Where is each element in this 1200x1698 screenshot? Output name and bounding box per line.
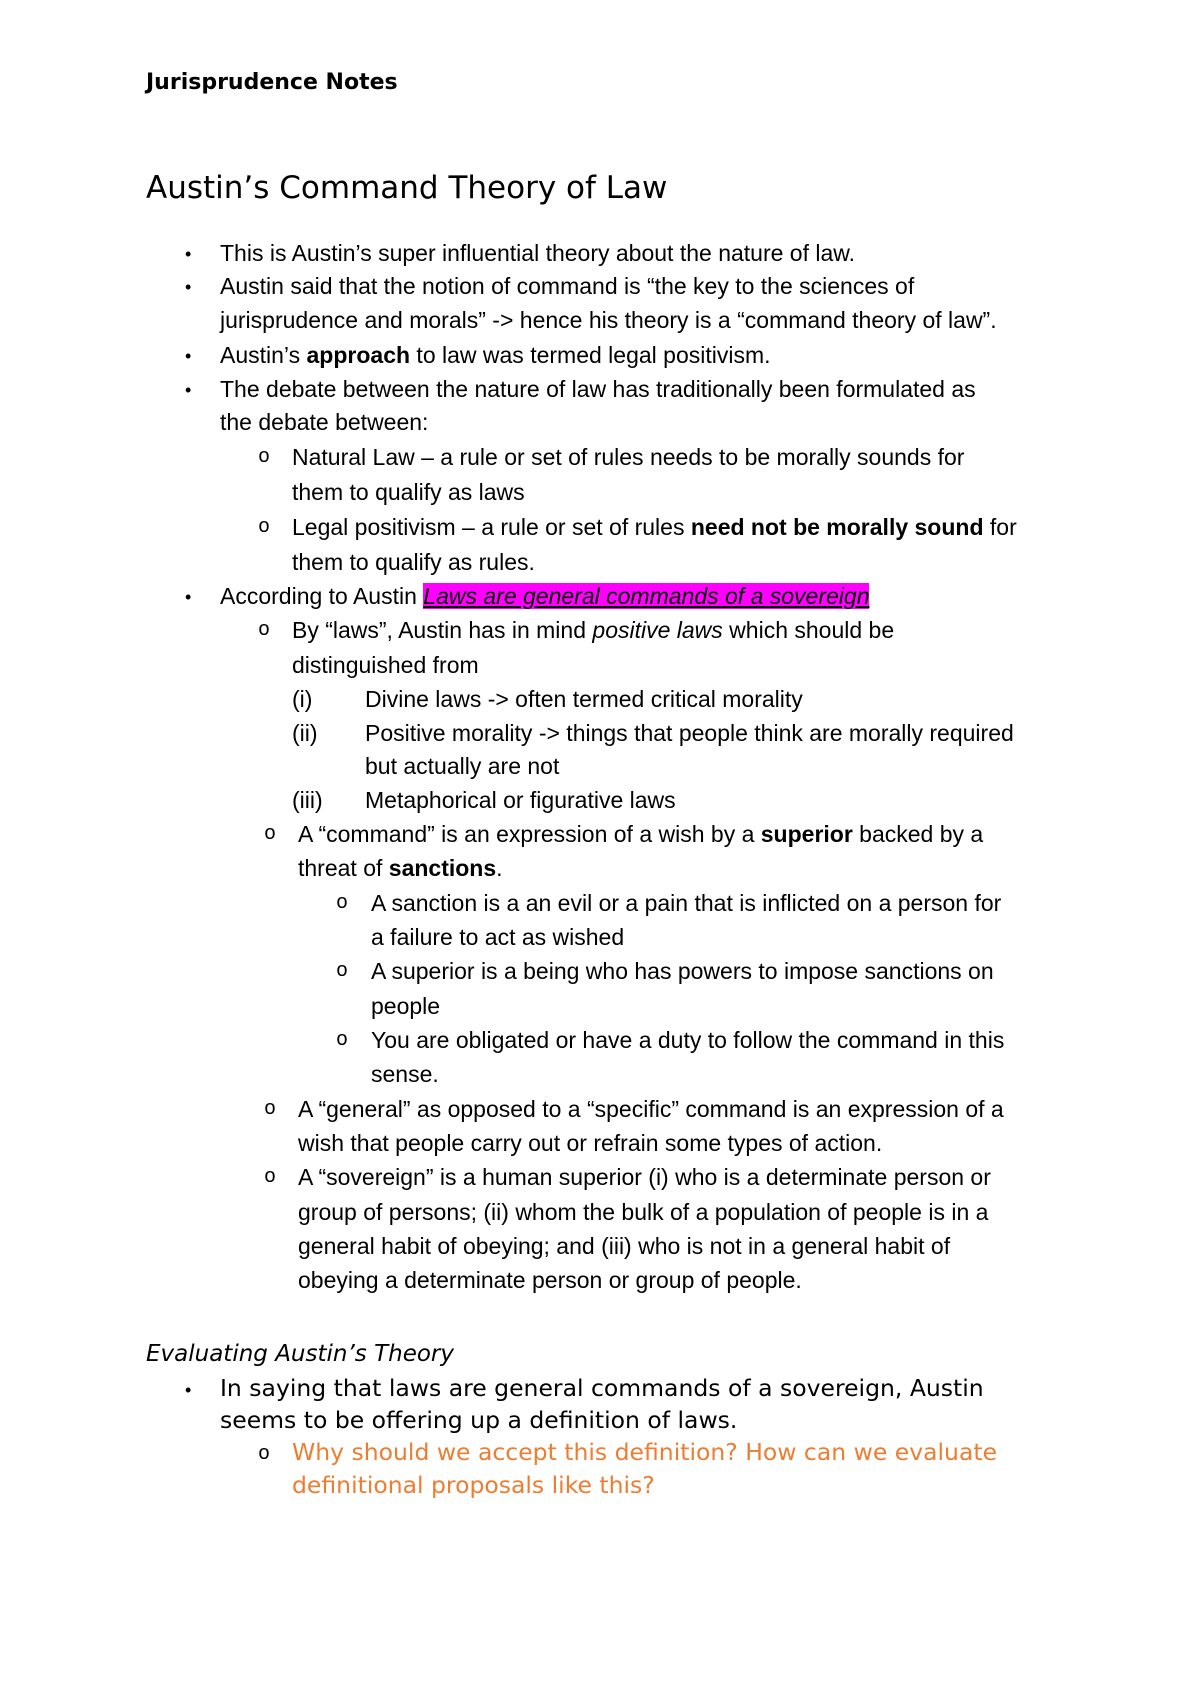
text-run: which should be xyxy=(722,617,895,643)
highlighted-text: Laws are general commands of a sovereign xyxy=(423,583,870,609)
sub-bullet-text: general habit of obeying; and (iii) who is not in a general habit of xyxy=(298,1233,951,1259)
bullet-marker: • xyxy=(185,587,192,607)
bullet-text: the debate between: xyxy=(220,409,429,435)
sub-bullet-text xyxy=(292,512,1017,542)
sub-bullet-text: A “sovereign” is a human superior (i) who is a determinate person or xyxy=(298,1164,991,1190)
sub-bullet-text: obeying a determinate person or group of people. xyxy=(298,1267,802,1293)
roman-text: Positive morality -> things that people think are morally required xyxy=(365,720,1014,746)
bullet-marker: • xyxy=(185,380,192,400)
bullet-text xyxy=(220,581,869,611)
sub-bullet-text xyxy=(292,615,894,645)
text-run: to law was termed legal positivism. xyxy=(410,342,771,368)
roman-number: (ii) xyxy=(292,720,318,746)
sub-bullet-marker: o xyxy=(264,1166,277,1189)
sub-sub-bullet-text: sense. xyxy=(371,1061,439,1087)
bullet-marker: • xyxy=(185,1380,192,1400)
bold-term: approach xyxy=(306,342,411,368)
bullet-marker: • xyxy=(185,277,192,297)
question-text: definitional proposals like this? xyxy=(292,1471,655,1499)
text-run: By “laws”, Austin has in mind xyxy=(292,617,593,643)
bullet-marker: • xyxy=(185,346,192,366)
sub-sub-bullet-text: A superior is a being who has powers to impose sanctions on xyxy=(371,958,994,984)
sub-bullet-text xyxy=(298,853,503,883)
sub-sub-bullet-marker: o xyxy=(336,960,349,983)
italic-term: positive laws xyxy=(592,617,723,643)
bullet-text: In saying that laws are general commands of a sovereign, Austin xyxy=(220,1374,984,1402)
text-run: backed by a xyxy=(852,821,984,847)
bullet-text: This is Austin’s super influential theory about the nature of law. xyxy=(220,240,856,266)
bullet-text: The debate between the nature of law has traditionally been formulated as xyxy=(220,376,976,402)
text-run: Legal positivism – a rule or set of rules xyxy=(292,514,691,540)
roman-text: but actually are not xyxy=(365,753,560,779)
sub-sub-bullet-text: a failure to act as wished xyxy=(371,924,625,950)
bullet-text: seems to be offering up a definition of laws. xyxy=(220,1406,738,1434)
roman-number: (i) xyxy=(292,686,313,712)
bullet-text: Austin said that the notion of command is “the key to the sciences of xyxy=(220,273,915,299)
sub-bullet-text: wish that people carry out or refrain some types of action. xyxy=(298,1130,883,1156)
sub-heading: Evaluating Austin’s Theory xyxy=(146,1341,454,1367)
sub-bullet-text: them to qualify as rules. xyxy=(292,549,535,575)
sub-bullet-marker: o xyxy=(258,1443,271,1466)
sub-bullet-marker: o xyxy=(264,823,277,846)
sub-sub-bullet-text: people xyxy=(371,993,441,1019)
text-run: A “command” is an expression of a wish by a xyxy=(298,821,761,847)
bullet-marker: • xyxy=(185,244,192,264)
text-run: According to Austin xyxy=(220,583,424,609)
sub-bullet-marker: o xyxy=(258,619,271,642)
text-run: . xyxy=(496,855,503,881)
bullet-text xyxy=(220,340,771,370)
sub-bullet-text: distinguished from xyxy=(292,652,479,678)
sub-sub-bullet-marker: o xyxy=(336,892,349,915)
question-text: Why should we accept this definition? How can we evaluate xyxy=(292,1438,998,1466)
text-run: threat of xyxy=(298,855,389,881)
text-run: for xyxy=(983,514,1017,540)
text-run: Austin’s xyxy=(220,342,307,368)
sub-bullet-marker: o xyxy=(258,446,271,469)
sub-bullet-marker: o xyxy=(258,516,271,539)
sub-bullet-text: Natural Law – a rule or set of rules needs to be morally sounds for xyxy=(292,444,965,470)
sub-sub-bullet-text: A sanction is a an evil or a pain that is inflicted on a person for xyxy=(371,890,1002,916)
sub-sub-bullet-text: You are obligated or have a duty to follow the command in this xyxy=(371,1027,1005,1053)
bold-term: superior xyxy=(760,821,853,847)
roman-text: Metaphorical or figurative laws xyxy=(365,787,676,813)
section-heading: Austin’s Command Theory of Law xyxy=(146,170,668,206)
bullet-text: jurisprudence and morals” -> hence his theory is a “command theory of law”. xyxy=(220,307,997,333)
roman-number: (iii) xyxy=(292,787,323,813)
bold-term: sanctions xyxy=(388,855,497,881)
sub-bullet-text: group of persons; (ii) whom the bulk of a population of people is in a xyxy=(298,1199,989,1225)
sub-bullet-text: them to qualify as laws xyxy=(292,479,525,505)
sub-bullet-marker: o xyxy=(264,1098,277,1121)
roman-text: Divine laws -> often termed critical morality xyxy=(365,686,803,712)
sub-bullet-text xyxy=(298,819,983,849)
sub-bullet-text: A “general” as opposed to a “specific” command is an expression of a xyxy=(298,1096,1004,1122)
doc-title: Jurisprudence Notes xyxy=(146,70,398,95)
bold-term: need not be morally sound xyxy=(690,514,984,540)
sub-sub-bullet-marker: o xyxy=(336,1029,349,1052)
